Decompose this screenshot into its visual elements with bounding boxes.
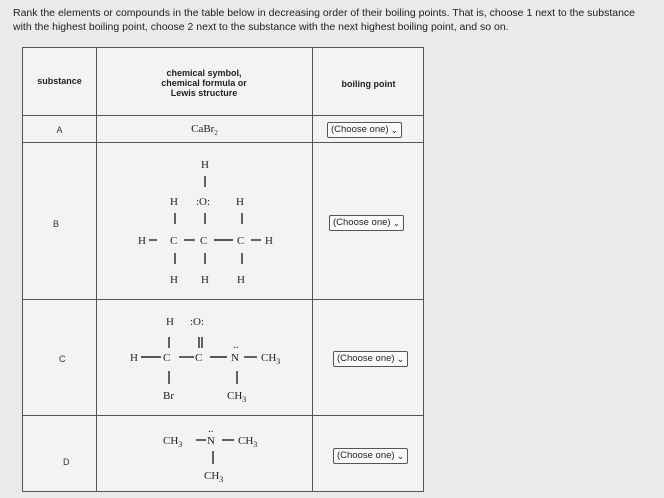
atom-h: H (201, 274, 209, 286)
atom-c: C (195, 352, 203, 364)
subscript-3: 3 (219, 475, 224, 484)
row-b-label: B (53, 219, 60, 229)
row-c-lewis-structure (97, 299, 312, 415)
subscript-3: 3 (253, 440, 258, 449)
formula-subscript: 2 (214, 129, 218, 138)
atom-h: H (236, 196, 244, 208)
atom-n: N (231, 352, 239, 364)
atom-br: Br (163, 390, 174, 402)
row-c-label: C (59, 354, 66, 364)
chevron-down-icon: ⌄ (392, 218, 401, 228)
row-d-label: D (63, 457, 70, 467)
lone-pair: .. (208, 423, 214, 435)
atom-h: H (265, 235, 273, 247)
select-value: (Choose one) (337, 353, 395, 364)
row-a-formula (97, 123, 312, 137)
atom-h: H (130, 352, 138, 364)
methyl-group (238, 435, 257, 449)
select-value: (Choose one) (333, 217, 391, 228)
row-b-boiling-point-select[interactable] (329, 215, 404, 231)
header-boiling-point: boiling point (341, 79, 396, 89)
atom-n: N (207, 435, 215, 447)
atom-h: H (170, 196, 178, 208)
atom-h: H (138, 235, 146, 247)
chevron-down-icon: ⌄ (396, 451, 405, 461)
ch-text: CH (238, 435, 254, 447)
row-a-label: A (56, 125, 63, 135)
ranking-table (22, 47, 424, 492)
row-b-lewis-structure (97, 142, 312, 299)
chevron-down-icon: ⌄ (390, 125, 399, 135)
atom-o: :O: (190, 316, 205, 328)
header-structure: chemical symbol, chemical formula or Lewis structure (161, 68, 247, 98)
instructions-text: Rank the elements or compounds in the table below in decreasing order of their boiling points. That is, choose 1 next to the substance with the highest boiling point, choose 2 next to the substance with the next highest boiling point, and so on. (13, 7, 636, 33)
atom-h: H (170, 274, 178, 286)
methyl-group (261, 352, 280, 366)
atom-o: :O: (196, 196, 211, 208)
lone-pair: .. (233, 339, 239, 351)
atom-c: C (163, 352, 171, 364)
atom-c: C (200, 235, 208, 247)
row-d-boiling-point-select[interactable] (333, 448, 408, 464)
row-c-boiling-point-select[interactable] (333, 351, 408, 367)
atom-h: H (201, 159, 209, 171)
methyl-group (204, 470, 223, 484)
ch-text: CH (204, 470, 220, 482)
row-a-boiling-point-select[interactable] (327, 122, 402, 138)
header-substance: substance (37, 76, 82, 86)
atom-h: H (237, 274, 245, 286)
select-value: (Choose one) (337, 450, 395, 461)
atom-h: H (166, 316, 174, 328)
subscript-3: 3 (242, 395, 247, 404)
formula-text: CaBr (191, 123, 215, 135)
subscript-3: 3 (178, 440, 183, 449)
ch-text: CH (227, 390, 243, 402)
subscript-3: 3 (276, 357, 281, 366)
chevron-down-icon: ⌄ (396, 354, 405, 364)
atom-c: C (170, 235, 178, 247)
methyl-group (163, 435, 182, 449)
methyl-group (227, 390, 246, 404)
ch-text: CH (163, 435, 179, 447)
atom-c: C (237, 235, 245, 247)
ch-text: CH (261, 352, 277, 364)
select-value: (Choose one) (331, 124, 389, 135)
row-d-lewis-structure (97, 415, 312, 493)
